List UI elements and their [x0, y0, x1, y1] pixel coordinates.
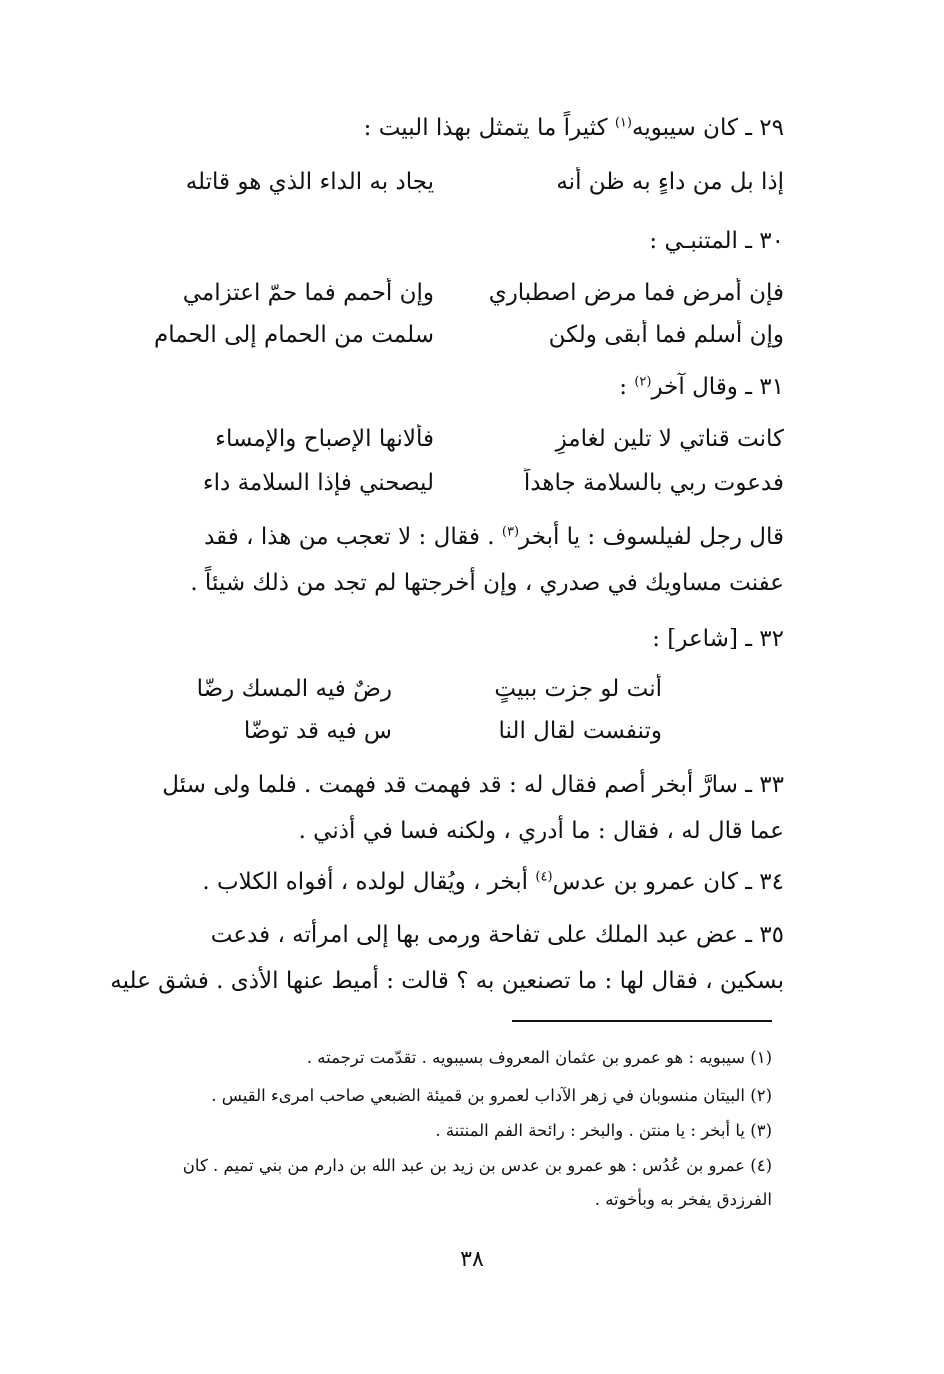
verse-29	[104, 167, 784, 197]
entry-29-intro: ٢٩ ـ كان سيبويه$^{(١)}$ كثيراً ما يتمثل بهذا البيت :	[363, 115, 784, 141]
footnote-4-continued: الفرزدق يفخر به وبأخوته .	[594, 1190, 772, 1209]
entry-34: ٣٤ ـ كان عمرو بن عدس$^{(٤)}$ أبخر ، ويُقال لولده ، أفواه الكلاب .	[202, 869, 784, 895]
verse-hemistich-first: إذا بل من داءٍ به ظن أنه	[556, 169, 784, 195]
entry-30-heading: ٣٠ ـ المتنبـي :	[649, 228, 784, 254]
footnote-ref-3[interactable]: (٣)	[501, 524, 520, 540]
prose-line: عما قال له ، فقال : ما أدري ، ولكنه فسا في أذني .	[298, 818, 784, 844]
verse-hemistich-second: ليصحني فإذا السلامة داء	[202, 470, 434, 496]
entry-31-heading: ٣١ ـ وقال آخر$^{(٢)}$ :	[619, 374, 784, 400]
footnote-1: (١) سيبويه : هو عمرو بن عثمان المعروف بسيبويه . تقدّمت ترجمته .	[306, 1048, 772, 1067]
verse-31-1	[104, 424, 784, 454]
verse-30-1	[104, 278, 784, 308]
footnote-ref-2[interactable]: (٢)	[634, 374, 652, 390]
entry-33	[72, 762, 784, 854]
verse-hemistich-first: فإن أمرض فما مرض اصطباري	[488, 280, 784, 306]
prose-line: بسكين ، فقال لها : ما تصنعين به ؟ قالت : أميط عنها الأذى . فشق عليه	[110, 968, 784, 994]
verse-hemistich-first: أنت لو جزت ببيتٍ	[494, 676, 662, 702]
entry-31-prose	[72, 514, 784, 606]
footnote-ref-1[interactable]: (١)	[614, 115, 632, 131]
entry-32-heading: ٣٢ ـ [شاعر] :	[652, 626, 784, 652]
prose-line: قال رجل لفيلسوف : يا أبخر$^{(٣)}$ . فقال : لا تعجب من هذا ، فقد	[204, 524, 784, 550]
verse-hemistich-first: وإن أسلم فما أبقى ولكن	[548, 322, 784, 348]
prose-line: ٣٣ ـ سارَّ أبخر أصم فقال له : قد فهمت قد فهمت . فلما ولى سئل	[162, 772, 784, 798]
verse-hemistich-first: وتنفست لقال النا	[498, 718, 662, 744]
verse-hemistich-second: يجاد به الداء الذي هو قاتله	[185, 169, 434, 195]
verse-32-1	[142, 674, 662, 704]
footnote-4: (٤) عمرو بن عُدُس : هو عمرو بن عدس بن زيد بن عبد الله بن دارم من بني تميم . كان	[182, 1156, 772, 1175]
verse-30-2	[104, 320, 784, 350]
footnote-2: (٢) البيتان منسوبان في زهر الآداب لعمرو بن قميئة الضبعي صاحب امرىء القيس .	[211, 1086, 772, 1105]
verse-hemistich-second: فألانها الإصباح والإمساء	[215, 426, 434, 452]
footnote-ref-4[interactable]: (٤)	[535, 869, 553, 885]
prose-line: عفنت مساويك في صدري ، وإن أخرجتها لم تجد من ذلك شيئاً .	[190, 570, 784, 596]
footnote-divider	[512, 1020, 772, 1022]
verse-hemistich-second: رضٌ فيه المسك رضّا	[196, 676, 392, 702]
verse-hemistich-second: وإن أحمم فما حمّ اعتزامي	[182, 280, 434, 306]
entry-35	[72, 912, 784, 1004]
verse-hemistich-first: فدعوت ربي بالسلامة جاهداً	[523, 470, 784, 496]
verse-32-2	[142, 716, 662, 746]
verse-hemistich-second: س فيه قد توضّا	[243, 718, 392, 744]
prose-line: ٣٥ ـ عض عبد الملك على تفاحة ورمى بها إلى امرأته ، فدعت	[210, 922, 784, 948]
verse-31-2	[104, 468, 784, 498]
footnote-3: (٣) يا أبخر : يا منتن . والبخر : رائحة الفم المنتنة .	[435, 1121, 772, 1140]
page-number: ٣٨	[460, 1247, 484, 1272]
verse-hemistich-first: كانت قناتي لا تلين لغامزٍ	[555, 426, 784, 452]
verse-hemistich-second: سلمت من الحمام إلى الحمام	[154, 322, 434, 348]
